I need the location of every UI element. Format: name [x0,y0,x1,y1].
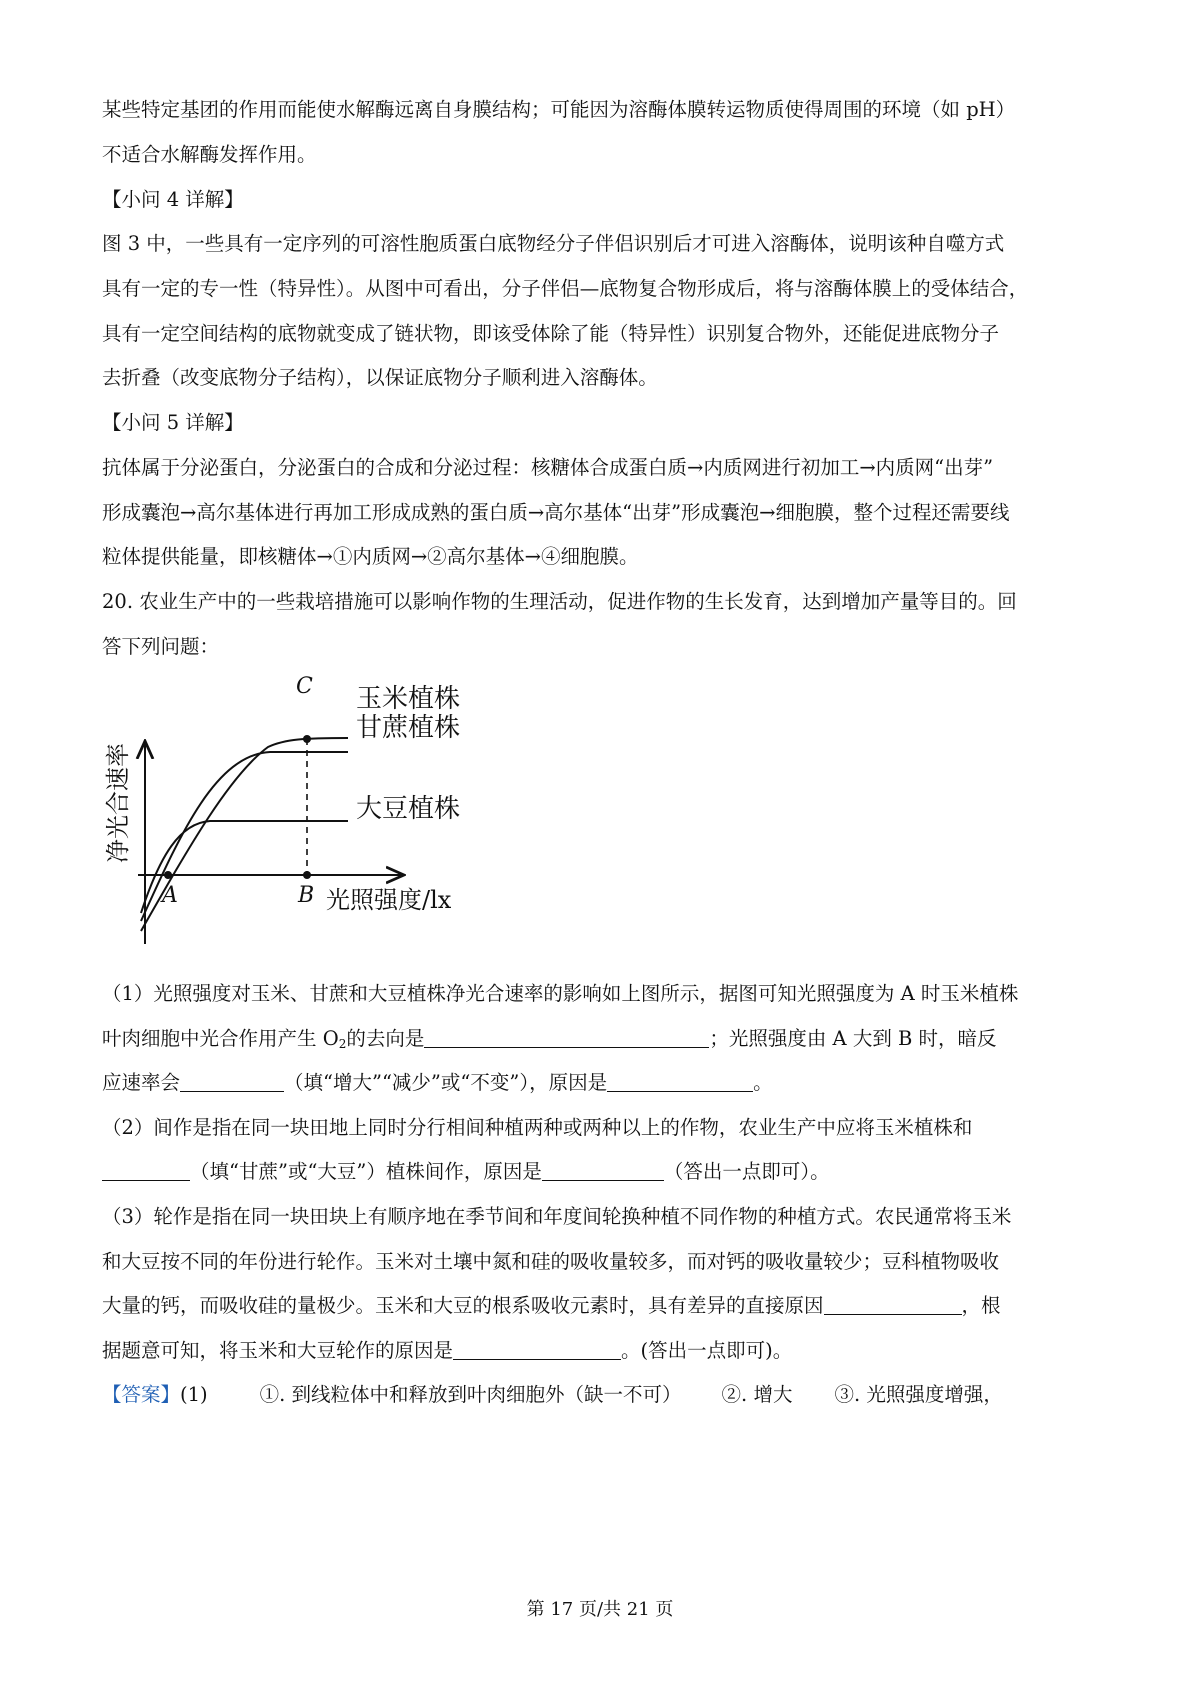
legend-label-sugarcane: 甘蔗植株 [356,713,461,743]
text-line: 去折叠（改变底物分子结构），以保证底物分子顺利进入溶酶体。 [102,366,658,389]
light-photosynthesis-chart [104,674,500,950]
point-b-marker [303,871,311,879]
text-fragment: ；光照强度由 A 大到 B 时，暗反 [709,1027,997,1050]
text-line: 具有一定的专一性（特异性）。从图中可看出，分子伴侣—底物复合物形成后，将与溶酶体膜上的受体结合， [102,277,1029,300]
text-line: 具有一定空间结构的底物就变成了链状物，即该受体除了能（特异性）识别复合物外，还能促进底物分子 [102,322,1000,345]
text-fragment: 应速率会 [102,1071,181,1094]
answer-part-label: (1) [180,1383,208,1406]
question-part-2: （2）间作是指在同一块田地上同时分行相间种植两种或两种以上的作物，农业生产中应将玉米植株和 [102,1116,973,1139]
text-fragment: （填“甘蔗”或“大豆”）植株间作，原因是 [190,1160,542,1183]
question-part-1-cont [102,1069,1120,1097]
x-axis-label: 光照强度/lx [326,886,452,914]
question-stem: 答下列问题： [102,635,220,658]
point-c-label: C [296,674,313,699]
answer-blank [824,1294,962,1315]
answer-line [102,1381,1120,1409]
legend-label-soybean: 大豆植株 [356,794,461,824]
text-fragment: （填“增大”“减少”或“不变”），原因是 [284,1071,608,1094]
question-part-1: （1）光照强度对玉米、甘蔗和大豆植株净光合速率的影响如上图所示，据图可知光照强度为 A 时玉米植株 [102,982,1019,1005]
text-fragment: 大量的钙，而吸收硅的量极少。玉米和大豆的根系吸收元素时，具有差异的直接原因 [102,1294,824,1317]
answer-blank [542,1160,664,1181]
y-axis-label: 净光合速率 [104,743,132,863]
text-line: 粒体提供能量，即核糖体→①内质网→②高尔基体→④细胞膜。 [102,545,639,568]
answer-blank [424,1027,709,1048]
answer-tag: 【答案】 [102,1383,181,1406]
answer-item: ①. 到线粒体中和释放到叶肉细胞外（缺一不可） [259,1383,682,1406]
point-a-label: A [162,883,178,908]
point-a-marker [164,871,172,879]
answer-item: ②. 增大 [721,1383,793,1406]
text-line: 不适合水解酶发挥作用。 [102,143,317,166]
question-part-1-cont [102,1025,1120,1058]
legend-label-corn: 玉米植株 [356,684,461,714]
text-fragment: ，根 [961,1294,1001,1317]
question-part-3-cont [102,1292,1120,1320]
section-heading: 【小问 4 详解】 [102,188,244,211]
point-b-label: B [298,883,315,908]
section-heading: 【小问 5 详解】 [102,411,244,434]
question-part-3-cont [102,1337,1120,1365]
text-line: 图 3 中，一些具有一定序列的可溶性胞质蛋白底物经分子伴侣识别后才可进入溶酶体，说明该种自噬方式 [102,232,1005,255]
text-fragment: 。(答出一点即可)。 [621,1339,793,1362]
question-part-3-cont: 和大豆按不同的年份进行轮作。玉米对土壤中氮和硅的吸收量较多，而对钙的吸收量较少；豆科植物吸收 [102,1250,1000,1273]
page-footer: 第 17 页/共 21 页 [526,1599,674,1620]
answer-blank [102,1160,190,1181]
text-line: 某些特定基团的作用而能使水解酶远离自身膜结构；可能因为溶酶体膜转运物质使得周围的环境（如 pH） [102,98,1016,121]
text-fragment: 叶肉细胞中光合作用产生 O [102,1027,339,1050]
answer-blank [180,1071,284,1092]
text-line: 抗体属于分泌蛋白，分泌蛋白的合成和分泌过程：核糖体合成蛋白质→内质网进行初加工→内质网“出芽” [102,456,994,479]
question-part-3: （3）轮作是指在同一块田块上有顺序地在季节间和年度间轮换种植不同作物的种植方式。农民通常将玉米 [102,1205,1012,1228]
text-fragment: 。 [753,1071,773,1094]
question-stem: 20. 农业生产中的一些栽培措施可以影响作物的生理活动，促进作物的生长发育，达到增加产量等目的。回 [102,590,1017,613]
question-part-2-cont [102,1158,1120,1186]
answer-item: ③. 光照强度增强， [834,1383,1003,1406]
text-fragment: 的去向是 [346,1027,425,1050]
text-fragment: （答出一点即可）。 [663,1160,830,1183]
o2-subscript: 2 [338,1037,347,1051]
text-fragment: 据题意可知，将玉米和大豆轮作的原因是 [102,1339,454,1362]
point-c-marker [303,735,311,743]
answer-blank [453,1339,621,1360]
text-line: 形成囊泡→高尔基体进行再加工形成成熟的蛋白质→高尔基体“出芽”形成囊泡→细胞膜，整个过程还需要线 [102,501,1010,524]
answer-blank [607,1071,753,1092]
